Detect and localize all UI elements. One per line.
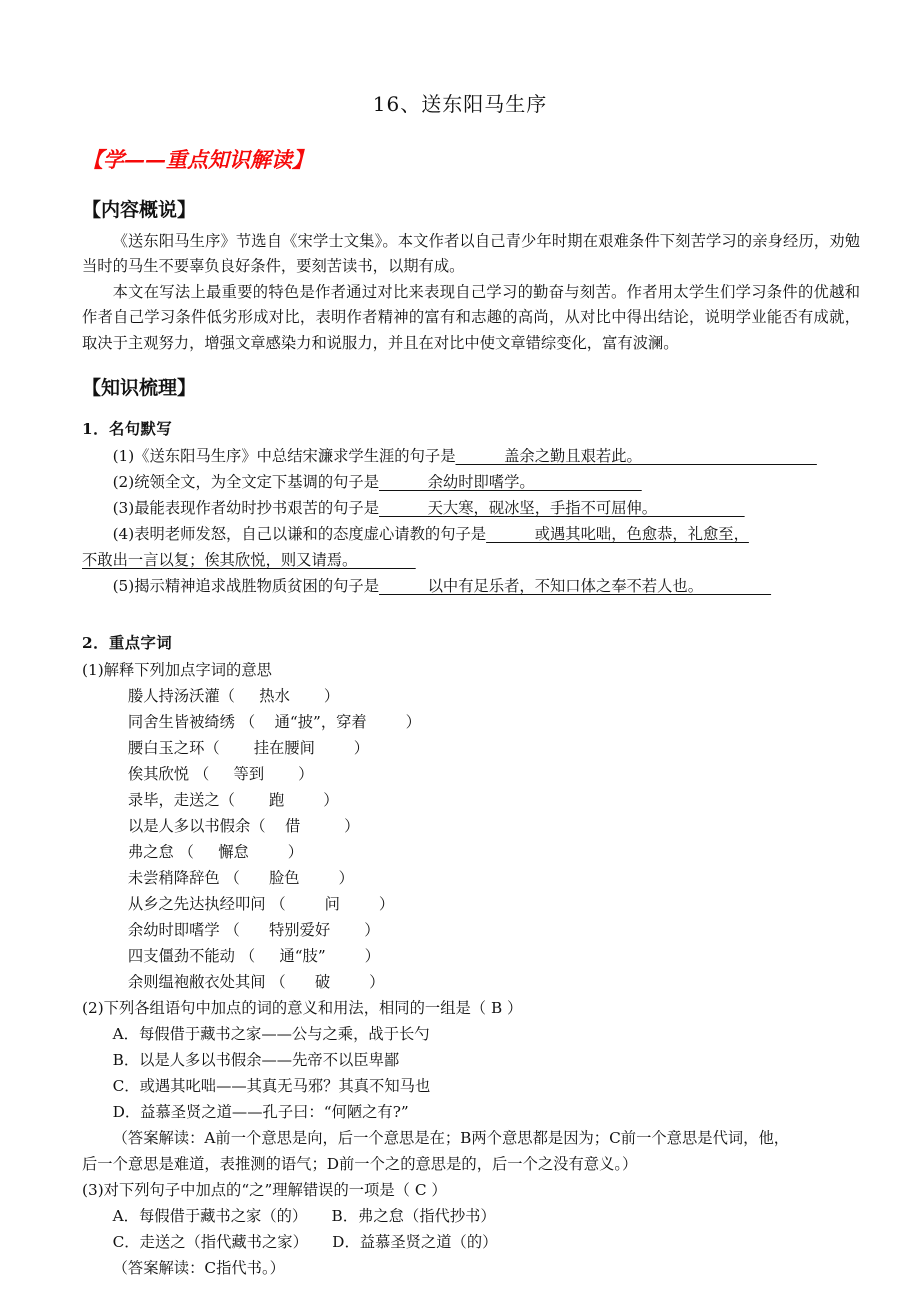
red-banner-heading: 【学——重点知识解读】 <box>82 147 313 172</box>
fill-blank-prompt: (3)最能表现作者幼时抄书艰苦的句子是 <box>112 499 380 518</box>
vocab-row[interactable]: 俟其欣悦 （ 等到 ） <box>127 765 314 784</box>
vocab-row[interactable]: 媵人持汤沃灌（ 热水 ） <box>127 687 340 706</box>
question-3-prompt: (3)对下列句子中加点的“之”理解错误的一项是（ C ） <box>82 1181 447 1200</box>
vocab-row[interactable]: 腰白玉之环（ 挂在腰间 ） <box>127 739 370 758</box>
fill-blank-prompt: (2)统领全文，为全文定下基调的句子是 <box>112 473 380 492</box>
fill-blank-prompt: (4)表明老师发怒，自己以谦和的态度虚心请教的句子是 <box>112 525 487 544</box>
fill-blank-answer[interactable]: 天大寒，砚冰坚，手指不可屈伸。 <box>379 499 745 518</box>
overview-paragraph-2: 本文在写法上最重要的特色是作者通过对比来表现自己学习的勤奋与刻苦。作者用太学生们学习条件的优越和作者自己学习条件低劣形成对比，表明作者精神的富有和志趣的高尚，从对比中得出结论，说明学业能否有成就，取决于主观努力，增强文章感染力和说服力，并且在对比中使文章错综变化，富有波澜。 <box>82 282 860 352</box>
option-row-ab[interactable]: A．每假借于藏书之家（的） B．弗之怠（指代抄书） <box>112 1207 496 1226</box>
vocab-row[interactable]: 从乡之先达执经叩问 （ 问 ） <box>127 895 395 914</box>
fill-blank-answer[interactable]: 或遇其叱咄，色愈恭，礼愈至， <box>486 525 749 544</box>
fill-blank-prompt: (5)揭示精神追求战胜物质贫困的句子是 <box>112 577 380 596</box>
fill-blank-answer[interactable]: 盖余之勤且艰若此。 <box>455 447 817 466</box>
option-row-d[interactable]: D．益慕圣贤之道——孔子曰：“何陋之有?” <box>112 1103 409 1122</box>
fill-blank-answer[interactable]: 余幼时即嗜学。 <box>379 473 642 492</box>
fill-blank-prompt: (1)《送东阳马生序》中总结宋濂求学生涯的句子是 <box>112 447 456 466</box>
fill-blank-answer-continuation[interactable]: 不敢出一言以复；俟其欣悦，则又请焉。 <box>82 551 416 570</box>
vocab-instruction: (1)解释下列加点字词的意思 <box>82 661 272 680</box>
option-row-a[interactable]: A．每假借于藏书之家——公与之乘，战于长勺 <box>112 1025 430 1044</box>
vocab-row[interactable]: 余幼时即嗜学 （ 特别爱好 ） <box>127 921 380 940</box>
answer-explanation-2-line1: （答案解读：A前一个意思是向，后一个意思是在；B两个意思都是因为；C前一个意思是代词，他， <box>112 1129 790 1148</box>
fill-blank-row <box>60 521 860 547</box>
overview-paragraph-1: 《送东阳马生序》节选自《宋学士文集》。本文作者以自己青少年时期在艰难条件下刻苦学习的亲身经历，劝勉当时的马生不要辜负良好条件，要刻苦读书，以期有成。 <box>82 231 860 276</box>
fill-blank-row <box>60 469 860 495</box>
option-row-b[interactable]: B．以是人多以书假余——先帝不以臣卑鄙 <box>112 1051 400 1070</box>
vocab-row[interactable]: 录毕，走送之（ 跑 ） <box>127 791 339 810</box>
page-title: 16、送东阳马生序 <box>372 92 548 116</box>
fill-blank-answer[interactable]: 以中有足乐者，不知口体之奉不若人也。 <box>379 577 772 596</box>
fill-blank-row <box>60 573 860 599</box>
fill-blank-row <box>60 495 860 521</box>
vocab-row[interactable]: 四支僵劲不能动 （ 通“肢” ） <box>127 947 380 966</box>
section-heading-overview: 【内容概说】 <box>82 199 197 222</box>
vocab-row[interactable]: 以是人多以书假余（ 借 ） <box>127 817 360 836</box>
answer-explanation-3: （答案解读：C指代书。） <box>112 1259 285 1278</box>
vocab-row[interactable]: 余则缊袍敝衣处其间 （ 破 ） <box>127 973 385 992</box>
vocab-row[interactable]: 未尝稍降辞色 （ 脸色 ） <box>127 869 354 888</box>
option-row-c[interactable]: C．或遇其叱咄——其真无马邪？其真不知马也 <box>112 1077 431 1096</box>
question-2-prompt: (2)下列各组语句中加点的词的意义和用法，相同的一组是（ B ） <box>82 999 523 1018</box>
option-row-cd[interactable]: C．走送之（指代藏书之家） D．益慕圣贤之道（的） <box>112 1233 498 1252</box>
vocab-list <box>60 683 860 995</box>
fill-blank-row <box>60 443 860 469</box>
subsection-heading-zidian: 2．重点字词 <box>82 634 173 653</box>
answer-explanation-2-line2: 后一个意思是难道，表推测的语气；D前一个之的意思是的，后一个之没有意义。） <box>82 1155 638 1174</box>
section-heading-review: 【知识梳理】 <box>82 377 197 400</box>
fill-blank-row-continuation <box>60 547 860 573</box>
subsection-heading-mingju: 1．名句默写 <box>82 420 173 439</box>
vocab-row[interactable]: 同舍生皆被绮绣 （ 通“披”，穿着 ） <box>127 713 421 732</box>
vocab-row[interactable]: 弗之怠 （ 懈怠 ） <box>127 843 304 862</box>
